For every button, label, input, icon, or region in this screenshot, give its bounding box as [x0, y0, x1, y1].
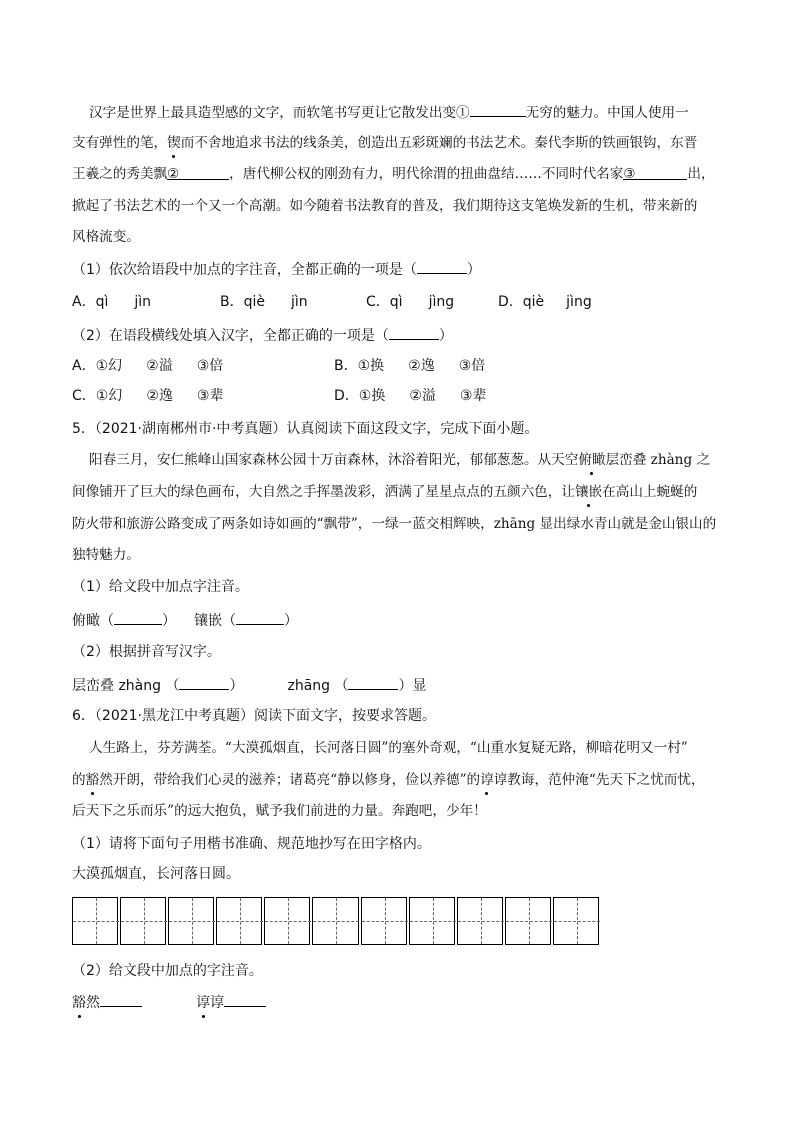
q4-1-prompt: [72, 258, 481, 278]
text: ，唐代柳公权的刚劲有力，明代徐渭的扭曲盘结……不同时代名家: [229, 166, 624, 182]
text: ）显: [398, 678, 427, 694]
opt-part: D．①换: [334, 388, 386, 404]
text: 阳春三月，安仁熊峰山国家森林公园十万亩森林，沐浴着阳光，郁郁葱葱。从天空: [89, 452, 579, 468]
grid-cell[interactable]: [553, 897, 599, 945]
fill-blank-3[interactable]: [623, 164, 687, 180]
fill-blank-1[interactable]: [470, 101, 526, 117]
text: 层峦叠 zhàng 之: [605, 452, 711, 468]
passage4-line2: [72, 133, 697, 153]
grid-cell[interactable]: [312, 897, 358, 945]
q6-header: 6．（2021·黑龙江中考真题）阅读下面文字，按要求答题。: [72, 708, 436, 724]
q5-passage-line3: 防火带和旅游公路变成了两条如诗如画的“飘带”，一绿一蓝交相辉映，zhāng 显出绿水青山就是金山银山的: [72, 516, 717, 532]
option-value: jìn: [134, 294, 152, 310]
q4-2-prompt: [72, 324, 453, 344]
answer-blank[interactable]: [389, 324, 439, 340]
text: 而不舍地追求书法的线条美，创造出五彩斑斓的书法艺术。秦代李斯的铁画银钩，东晋: [180, 135, 698, 151]
q5-sub2-answers: [72, 674, 426, 694]
q6-sub1: （1）请将下面句子用楷书准确、规范地抄写在田字格内。: [72, 836, 431, 852]
q5-header: 5．（2021·湖南郴州市·中考真题）认真阅读下面这段文字，完成下面小题。: [72, 421, 539, 437]
grid-cell[interactable]: [361, 897, 407, 945]
text: ）: [162, 613, 176, 629]
q4-1-option-a[interactable]: [72, 292, 151, 312]
option-label: B．qiè: [220, 294, 265, 310]
option-value: jìng: [428, 294, 455, 310]
opt-part: ③辈: [196, 388, 224, 404]
hanzi-blank-1[interactable]: [179, 674, 229, 690]
q4-1-option-c[interactable]: [366, 292, 454, 312]
q5-passage-line4: 独特魅力。: [72, 547, 140, 563]
opt-part: ②溢: [409, 388, 436, 404]
opt-part: B．①换: [334, 358, 385, 374]
q5-sub1-answers: [72, 609, 298, 629]
grid-cell[interactable]: [216, 897, 262, 945]
text: 谆: [210, 995, 224, 1011]
text: ）: [229, 678, 244, 694]
option-value: jìng: [566, 294, 592, 310]
text: 间像铺开了巨大的绿色画布，大自然之手挥墨泼彩，洒满了星星点点的五颜六色，让: [72, 484, 575, 500]
text: 王羲之的秀美飘: [72, 166, 168, 182]
q4-2-option-d[interactable]: [334, 386, 486, 406]
dotted-char: 豁: [85, 772, 100, 788]
blank-marker-1: ①: [456, 105, 470, 121]
text: ）: [438, 328, 453, 344]
blank-marker-2: ②: [167, 166, 180, 182]
opt-part: ③倍: [458, 358, 486, 374]
passage4-line4: 掀起了书法艺术的一个又一个高潮。如今随着书法教育的普及，我们期待这支笔焕发新的生机，带来新的: [72, 198, 698, 214]
option-label: A．qì: [72, 294, 109, 310]
q4-1-option-d[interactable]: [498, 292, 592, 312]
pinyin-blank-2[interactable]: [236, 609, 284, 625]
text: zhāng （: [287, 678, 349, 694]
text: （1）依次给语段中加点的字注音，全都正确的一项是（: [72, 262, 417, 278]
grid-cell[interactable]: [120, 897, 166, 945]
dotted-char: 豁: [72, 995, 86, 1011]
q5-sub1: （1）给文段中加点字注音。: [72, 579, 249, 595]
text: 然: [86, 995, 100, 1011]
text: 在高山上蜿蜒的: [602, 484, 698, 500]
option-label: C．qì: [366, 294, 403, 310]
hanzi-blank-2[interactable]: [348, 674, 398, 690]
text: ）: [284, 613, 298, 629]
opt-part: ②逸: [146, 388, 173, 404]
q6-copy-text: 大漠孤烟直，长河落日圆。: [72, 866, 240, 882]
grid-cell[interactable]: [168, 897, 214, 945]
text: 汉字是世界上最具造型感的文字，而软笔书写更让它散发出变: [89, 105, 457, 121]
q5-passage-line1: [89, 450, 710, 470]
text: ）: [466, 262, 481, 278]
opt-part: ②溢: [146, 358, 173, 374]
pinyin-blank-3[interactable]: [100, 991, 142, 1007]
q4-2-option-b[interactable]: [334, 356, 485, 376]
grid-cell[interactable]: [409, 897, 455, 945]
text: （2）在语段横线处填入汉字，全都正确的一项是（: [72, 328, 389, 344]
opt-part: ③辈: [459, 388, 487, 404]
dotted-word: 俯瞰: [578, 452, 606, 468]
passage4-line1: [89, 101, 689, 121]
grid-cell[interactable]: [457, 897, 503, 945]
q5-sub2: （2）根据拼音写汉字。: [72, 644, 221, 660]
q4-1-option-b[interactable]: [220, 292, 308, 312]
opt-part: A．①幻: [72, 358, 123, 374]
q6-passage-line1: 人生路上，芬芳满荃。“大漠孤烟直，长河落日圆”的塞外奇观，“山重水复疑无路，柳暗花明又一村”: [89, 740, 688, 756]
passage4-line3: [72, 164, 715, 184]
q6-passage-line2: [72, 770, 705, 790]
option-value: jìn: [291, 294, 308, 310]
q6-sub2-answers: [72, 991, 266, 1011]
pinyin-blank-1[interactable]: [114, 609, 162, 625]
text: 镶嵌（: [194, 613, 236, 629]
opt-part: C．①幻: [72, 388, 123, 404]
q6-sub2: （2）给文段中加点的字注音。: [72, 963, 263, 979]
dotted-char: 谆: [480, 772, 494, 788]
dotted-char: 锲: [167, 135, 181, 151]
q6-passage-line3: 后天下之乐而乐”的远大抱负，赋予我们前进的力量。奔跑吧，少年！: [72, 803, 487, 819]
opt-part: ②逸: [408, 358, 435, 374]
q4-2-option-a[interactable]: [72, 356, 223, 376]
text: 无穷的魅力。中国人使用一: [525, 105, 689, 121]
passage4-line5: 风格流变。: [72, 229, 140, 245]
text: 支有弹性的笔，: [72, 135, 168, 151]
q5-passage-line2: [72, 482, 697, 502]
q4-2-option-c[interactable]: [72, 386, 223, 406]
grid-cell[interactable]: [264, 897, 310, 945]
grid-cell[interactable]: [505, 897, 551, 945]
fill-blank-2[interactable]: [167, 164, 229, 180]
text: 谆教诲，范仲淹“先天下之忧而忧，: [493, 772, 705, 788]
pinyin-blank-4[interactable]: [224, 991, 266, 1007]
dotted-word: 镶嵌: [574, 484, 603, 500]
text: 俯瞰（: [72, 613, 114, 629]
opt-part: ③倍: [196, 358, 224, 374]
text: 然开朗，带给我们心灵的滋养；诸葛亮“静以修身，俭以养德”的: [99, 772, 481, 788]
text: 的: [72, 772, 86, 788]
tianzige-grid[interactable]: [72, 897, 599, 945]
grid-cell[interactable]: [72, 897, 118, 945]
blank-marker-3: ③: [623, 166, 636, 182]
dotted-char: 谆: [196, 995, 210, 1011]
option-label: D．qiè: [498, 294, 545, 310]
text: 出，: [687, 166, 715, 182]
answer-blank[interactable]: [417, 258, 467, 274]
text: 层峦叠 zhàng （: [72, 678, 180, 694]
